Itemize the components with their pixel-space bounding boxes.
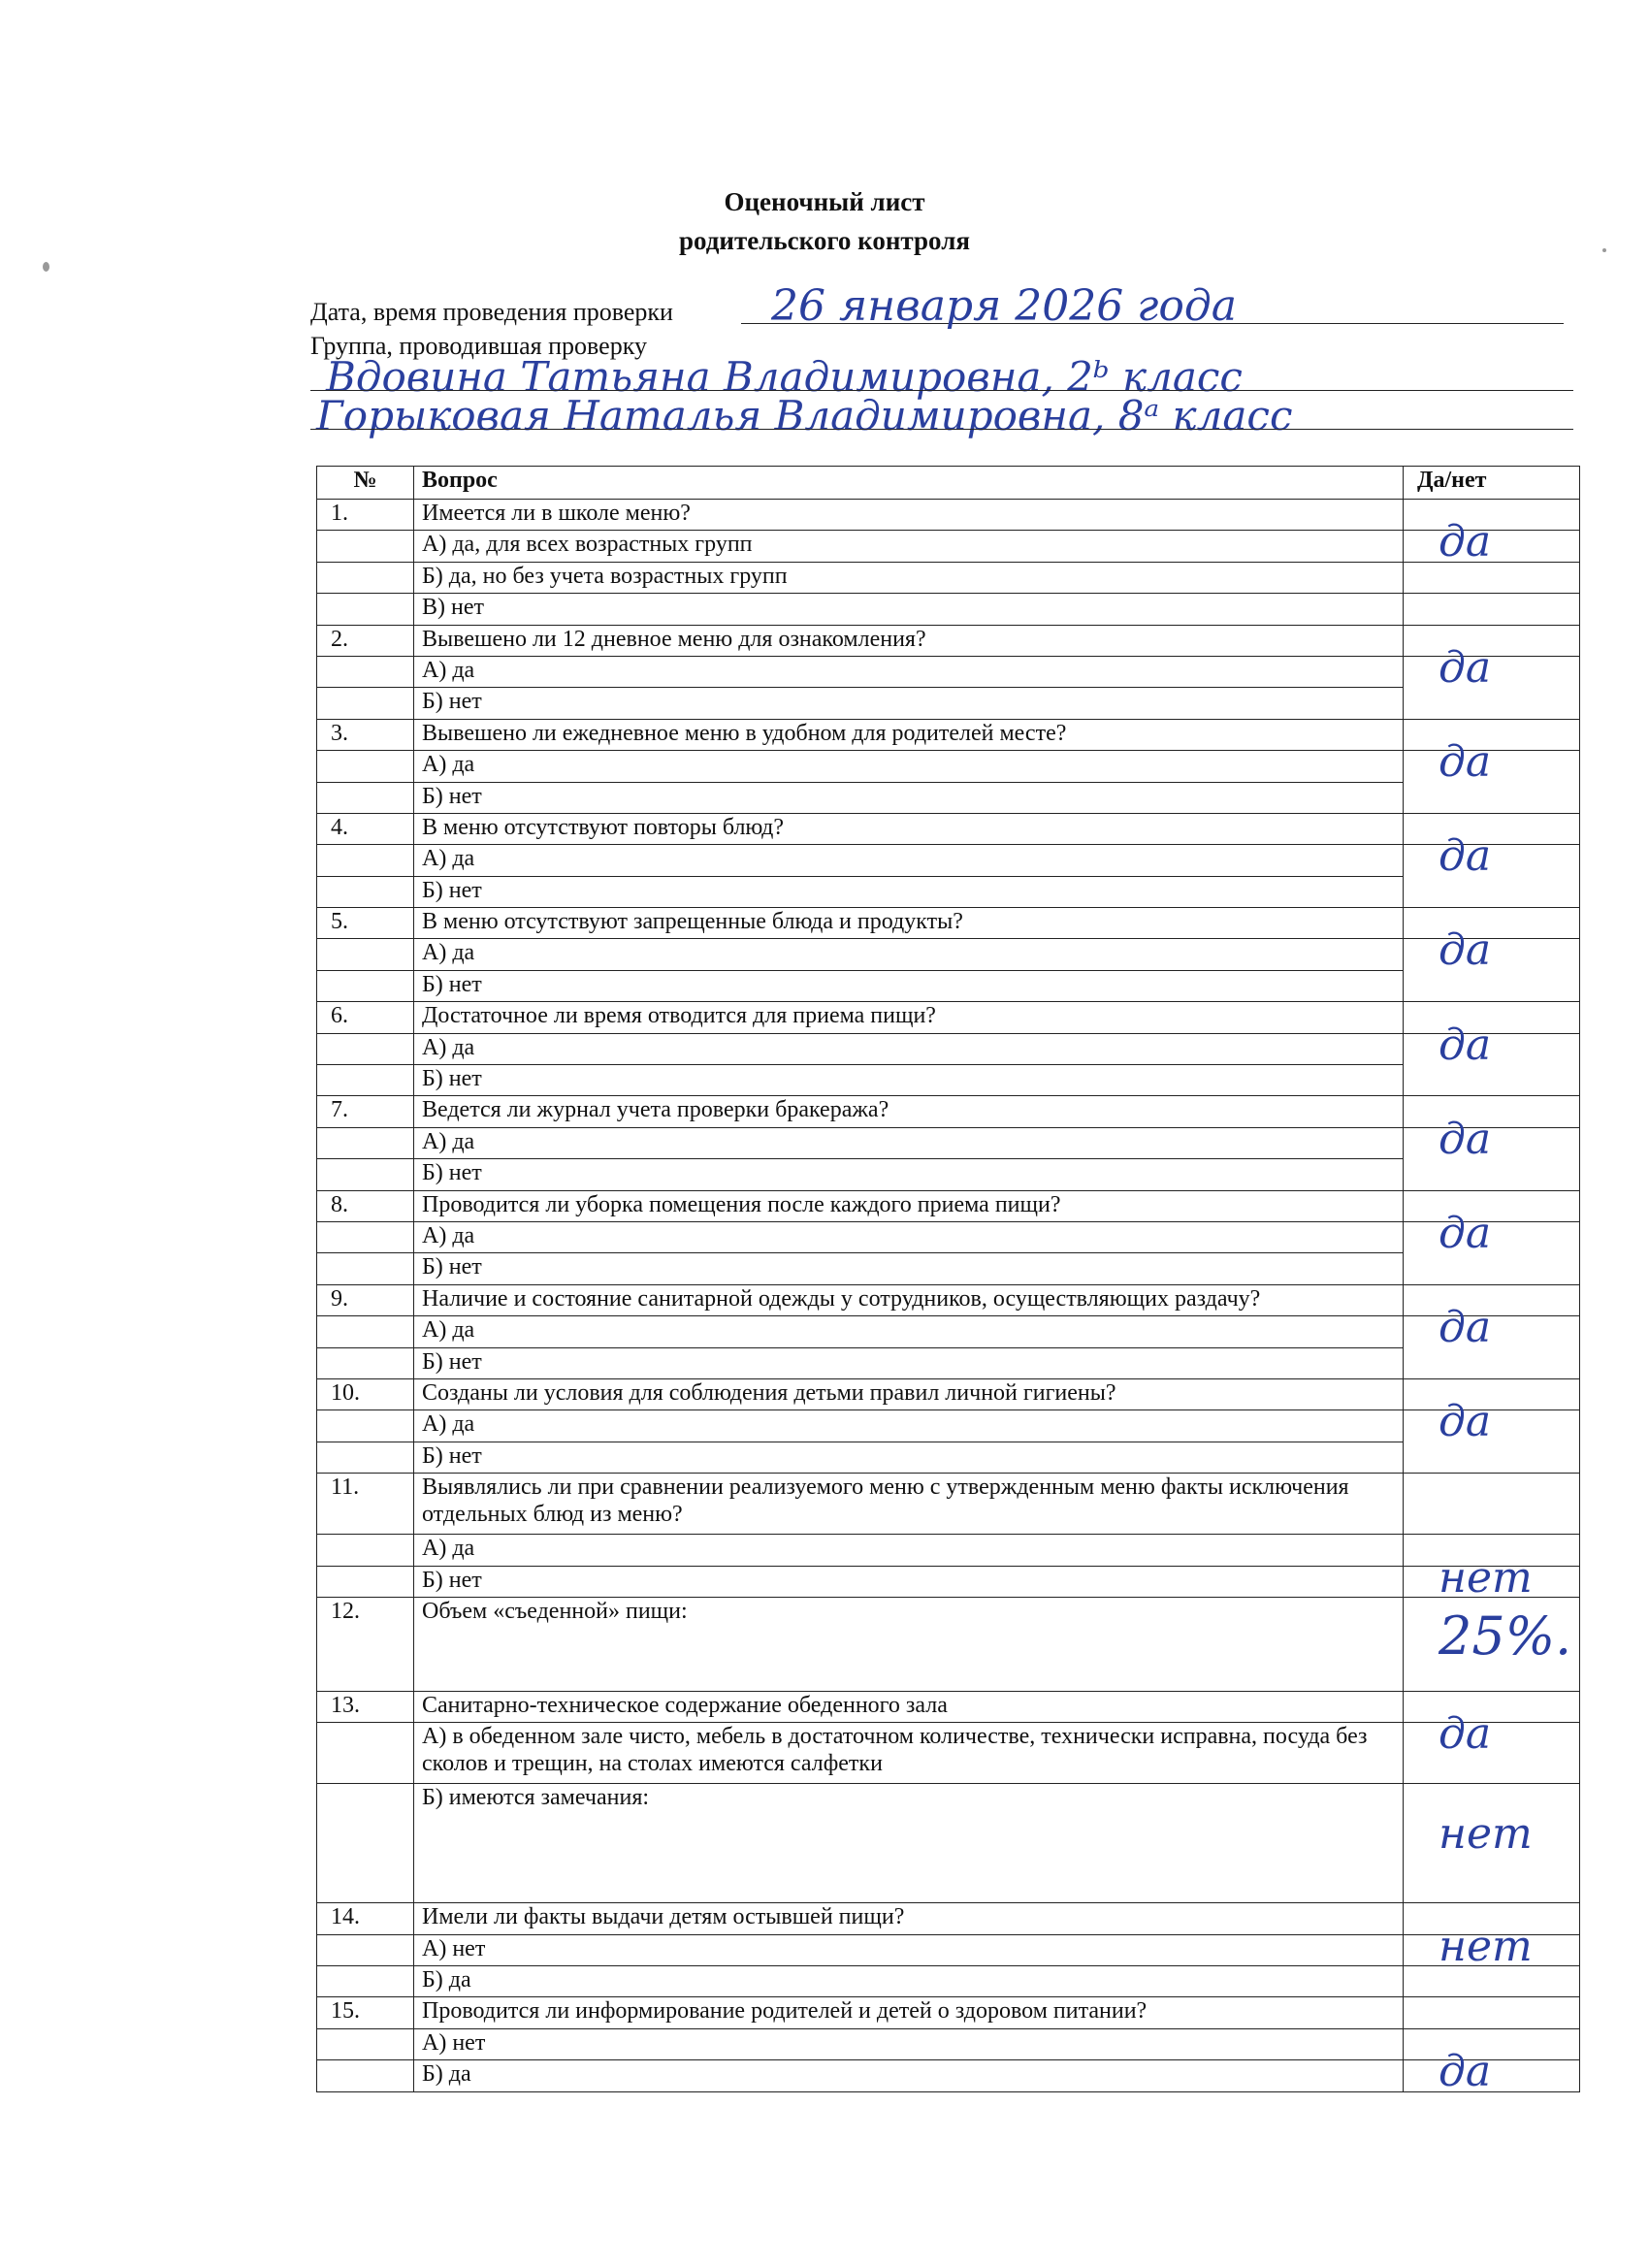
option-text: Б) да xyxy=(414,1966,1404,1997)
row-number xyxy=(317,1221,414,1252)
option-text: В) нет xyxy=(414,594,1404,625)
handwritten-answer: да xyxy=(1439,1397,1492,1447)
row-number xyxy=(317,1934,414,1965)
document-title xyxy=(0,182,1649,260)
option-text: Б) нет xyxy=(414,688,1404,719)
question-text: Имеется ли в школе меню? xyxy=(414,500,1404,531)
option-row xyxy=(317,1347,1580,1378)
answer-cell xyxy=(1404,1442,1580,1473)
option-text: А) да xyxy=(414,1316,1404,1347)
answer-cell xyxy=(1404,1347,1580,1378)
answer-cell xyxy=(1404,1921,1580,1971)
row-number: 14. xyxy=(317,1903,414,1934)
question-row xyxy=(317,1284,1580,1315)
header-num: № xyxy=(317,467,414,500)
row-number xyxy=(317,688,414,719)
option-text: Б) нет xyxy=(414,1566,1404,1597)
question-row xyxy=(317,500,1580,531)
question-text: Достаточное ли время отводится для приема пищи? xyxy=(414,1002,1404,1033)
handwritten-answer: нет xyxy=(1439,1552,1533,1603)
row-number: 5. xyxy=(317,908,414,939)
answer-cell xyxy=(1404,688,1580,719)
handwritten-answer: да xyxy=(1439,737,1492,788)
row-number xyxy=(317,1033,414,1064)
answer-cell xyxy=(1404,625,1580,656)
option-text: А) нет xyxy=(414,2028,1404,2059)
row-number xyxy=(317,1127,414,1158)
answer-cell xyxy=(1404,925,1580,976)
option-text: Б) нет xyxy=(414,1347,1404,1378)
option-text: Б) нет xyxy=(414,1442,1404,1473)
answer-cell xyxy=(1404,562,1580,593)
option-row xyxy=(317,2060,1580,2091)
title-line-1: Оценочный лист xyxy=(724,187,925,216)
row-number xyxy=(317,2028,414,2059)
handwritten-answer: да xyxy=(1439,831,1492,882)
option-text: А) да xyxy=(414,845,1404,876)
handwritten-answer: да xyxy=(1439,517,1492,567)
handwritten-answer: да xyxy=(1439,1208,1492,1258)
option-row xyxy=(317,1221,1580,1252)
row-number xyxy=(317,562,414,593)
option-row xyxy=(317,531,1580,562)
row-number: 4. xyxy=(317,813,414,844)
handwritten-answer: нет xyxy=(1439,1809,1533,1860)
row-number xyxy=(317,970,414,1001)
question-row xyxy=(317,1096,1580,1127)
answer-cell xyxy=(1404,876,1580,907)
row-number xyxy=(317,751,414,782)
handwritten-answer: да xyxy=(1439,925,1492,976)
row-number xyxy=(317,531,414,562)
option-row xyxy=(317,1316,1580,1347)
option-row xyxy=(317,1966,1580,1997)
answer-cell xyxy=(1404,1096,1580,1127)
row-number xyxy=(317,1316,414,1347)
option-row xyxy=(317,594,1580,625)
handwritten-answer: да xyxy=(1439,1303,1492,1353)
group-member-1: Вдовина Татьяна Владимировна, 2ᵇ класс xyxy=(326,353,1243,401)
option-text: Б) нет xyxy=(414,1159,1404,1190)
question-text: Проводится ли уборка помещения после каждого приема пищи? xyxy=(414,1190,1404,1221)
row-number: 7. xyxy=(317,1096,414,1127)
answer-cell xyxy=(1404,594,1580,625)
option-text: А) да xyxy=(414,1410,1404,1442)
option-text: А) да xyxy=(414,939,1404,970)
group-label: Группа, проводившая проверку xyxy=(310,332,647,360)
option-row xyxy=(317,1784,1580,1903)
option-row xyxy=(317,1535,1580,1566)
scan-speck xyxy=(43,262,49,272)
row-number xyxy=(317,2060,414,2091)
answer-cell xyxy=(1404,737,1580,788)
row-number: 1. xyxy=(317,500,414,531)
answer-cell xyxy=(1404,1253,1580,1284)
handwritten-answer: да xyxy=(1439,642,1492,693)
row-number xyxy=(317,1535,414,1566)
option-row xyxy=(317,1442,1580,1473)
option-row xyxy=(317,1159,1580,1190)
row-number xyxy=(317,594,414,625)
answer-cell xyxy=(1404,813,1580,844)
answer-cell xyxy=(1404,1597,1580,1691)
option-row xyxy=(317,782,1580,813)
answer-cell xyxy=(1404,831,1580,882)
option-text: А) да xyxy=(414,1535,1404,1566)
handwritten-answer: да xyxy=(1439,1114,1492,1164)
answer-cell xyxy=(1404,719,1580,750)
row-number xyxy=(317,939,414,970)
row-number: 9. xyxy=(317,1284,414,1315)
option-text: Б) нет xyxy=(414,876,1404,907)
table-header-row xyxy=(317,467,1580,500)
row-number: 10. xyxy=(317,1378,414,1409)
question-row xyxy=(317,625,1580,656)
answer-cell xyxy=(1404,1997,1580,2028)
answer-cell xyxy=(1404,2047,1580,2097)
option-row xyxy=(317,939,1580,970)
handwritten-answer: да xyxy=(1439,2047,1492,2097)
row-number xyxy=(317,1723,414,1784)
answer-cell xyxy=(1404,1002,1580,1033)
question-text: В меню отсутствуют повторы блюд? xyxy=(414,813,1404,844)
answer-cell xyxy=(1404,642,1580,693)
question-text: Проводится ли информирование родителей и детей о здоровом питании? xyxy=(414,1997,1404,2028)
row-number xyxy=(317,1566,414,1597)
answer-cell xyxy=(1404,1691,1580,1722)
row-number xyxy=(317,1065,414,1096)
question-row xyxy=(317,719,1580,750)
question-row xyxy=(317,1474,1580,1535)
option-text: А) да, для всех возрастных групп xyxy=(414,531,1404,562)
question-text: Созданы ли условия для соблюдения детьми правил личной гигиены? xyxy=(414,1378,1404,1409)
row-number xyxy=(317,782,414,813)
answer-cell xyxy=(1404,1552,1580,1603)
option-text: Б) да, но без учета возрастных групп xyxy=(414,562,1404,593)
row-number xyxy=(317,656,414,687)
question-text: Объем «съеденной» пищи: xyxy=(414,1597,1404,1691)
answer-cell xyxy=(1404,1208,1580,1258)
option-row xyxy=(317,2028,1580,2059)
option-row xyxy=(317,1410,1580,1442)
row-number: 6. xyxy=(317,1002,414,1033)
row-number xyxy=(317,1966,414,1997)
question-text: Наличие и состояние санитарной одежды у сотрудников, осуществляющих раздачу? xyxy=(414,1284,1404,1315)
option-row xyxy=(317,1127,1580,1158)
row-number: 8. xyxy=(317,1190,414,1221)
title-line-2: родительского контроля xyxy=(679,226,970,255)
handwritten-answer: да xyxy=(1439,1709,1492,1760)
answer-cell xyxy=(1404,1065,1580,1096)
handwritten-answer: 25%. xyxy=(1439,1604,1572,1667)
question-row xyxy=(317,1597,1580,1691)
row-number: 13. xyxy=(317,1691,414,1722)
questionnaire-table xyxy=(316,466,1580,2097)
option-text: А) да xyxy=(414,751,1404,782)
answer-cell xyxy=(1404,1784,1580,1903)
option-row xyxy=(317,1253,1580,1284)
option-row xyxy=(317,845,1580,876)
question-text: В меню отсутствуют запрещенные блюда и продукты? xyxy=(414,908,1404,939)
option-row xyxy=(317,562,1580,593)
option-text: А) в обеденном зале чисто, мебель в достаточном количестве, технически исправна, посуда без сколов и трещин, на столах имеются салфетки xyxy=(414,1723,1404,1784)
option-text: Б) да xyxy=(414,2060,1404,2091)
answer-cell xyxy=(1404,782,1580,813)
option-text: Б) нет xyxy=(414,1253,1404,1284)
answer-cell xyxy=(1404,517,1580,567)
row-number xyxy=(317,1442,414,1473)
answer-cell xyxy=(1404,500,1580,531)
answer-cell xyxy=(1404,1474,1580,1535)
answer-cell xyxy=(1404,1114,1580,1164)
option-row xyxy=(317,1723,1580,1784)
row-number: 3. xyxy=(317,719,414,750)
option-row xyxy=(317,688,1580,719)
question-row xyxy=(317,1997,1580,2028)
question-text: Выявлялись ли при сравнении реализуемого меню с утвержденным меню факты исключения отдельных блюд из меню? xyxy=(414,1474,1404,1535)
question-text: Имели ли факты выдачи детям остывшей пищи? xyxy=(414,1903,1404,1934)
option-row xyxy=(317,1566,1580,1597)
group-underline-1 xyxy=(310,390,1573,391)
row-number xyxy=(317,1159,414,1190)
option-text: А) да xyxy=(414,1033,1404,1064)
answer-cell xyxy=(1404,1303,1580,1353)
header-question: Вопрос xyxy=(414,467,1404,500)
row-number: 12. xyxy=(317,1597,414,1691)
answer-cell xyxy=(1404,1397,1580,1447)
option-row xyxy=(317,751,1580,782)
group-underline-2 xyxy=(310,429,1573,430)
question-text: Вывешено ли 12 дневное меню для ознакомления? xyxy=(414,625,1404,656)
option-text: Б) нет xyxy=(414,782,1404,813)
question-row xyxy=(317,1691,1580,1722)
row-number xyxy=(317,1253,414,1284)
option-text: Б) нет xyxy=(414,1065,1404,1096)
option-text: Б) имеются замечания: xyxy=(414,1784,1404,1903)
answer-cell xyxy=(1404,1159,1580,1190)
option-row xyxy=(317,970,1580,1001)
group-member-2: Горыковая Наталья Владимировна, 8ᵃ класс xyxy=(316,392,1293,439)
row-number xyxy=(317,1410,414,1442)
option-text: А) да xyxy=(414,1221,1404,1252)
option-text: А) нет xyxy=(414,1934,1404,1965)
option-row xyxy=(317,876,1580,907)
answer-cell xyxy=(1404,1378,1580,1409)
question-row xyxy=(317,1002,1580,1033)
question-text: Санитарно-техническое содержание обеденного зала xyxy=(414,1691,1404,1722)
answer-cell xyxy=(1404,908,1580,939)
question-text: Вывешено ли ежедневное меню в удобном для родителей месте? xyxy=(414,719,1404,750)
option-row xyxy=(317,656,1580,687)
answer-cell xyxy=(1404,1709,1580,1784)
row-number xyxy=(317,1784,414,1903)
answer-cell xyxy=(1404,970,1580,1001)
row-number: 15. xyxy=(317,1997,414,2028)
question-row xyxy=(317,1903,1580,1934)
option-row xyxy=(317,1065,1580,1096)
handwritten-answer: нет xyxy=(1439,1921,1533,1971)
row-number: 2. xyxy=(317,625,414,656)
handwritten-answer: да xyxy=(1439,1020,1492,1070)
option-row xyxy=(317,1033,1580,1064)
answer-cell xyxy=(1404,2028,1580,2059)
answer-cell xyxy=(1404,1284,1580,1315)
question-row xyxy=(317,1378,1580,1409)
date-label: Дата, время проведения проверки xyxy=(310,298,673,326)
question-row xyxy=(317,1190,1580,1221)
option-text: А) да xyxy=(414,1127,1404,1158)
date-value: 26 января 2026 года xyxy=(771,281,1238,331)
row-number xyxy=(317,1347,414,1378)
row-number xyxy=(317,876,414,907)
header-answer: Да/нет xyxy=(1404,467,1580,500)
row-number: 11. xyxy=(317,1474,414,1535)
question-text: Ведется ли журнал учета проверки бракеража? xyxy=(414,1096,1404,1127)
question-row xyxy=(317,908,1580,939)
answer-cell xyxy=(1404,1190,1580,1221)
option-text: А) да xyxy=(414,656,1404,687)
answer-cell xyxy=(1404,1020,1580,1070)
question-row xyxy=(317,813,1580,844)
option-row xyxy=(317,1934,1580,1965)
row-number xyxy=(317,845,414,876)
option-text: Б) нет xyxy=(414,970,1404,1001)
